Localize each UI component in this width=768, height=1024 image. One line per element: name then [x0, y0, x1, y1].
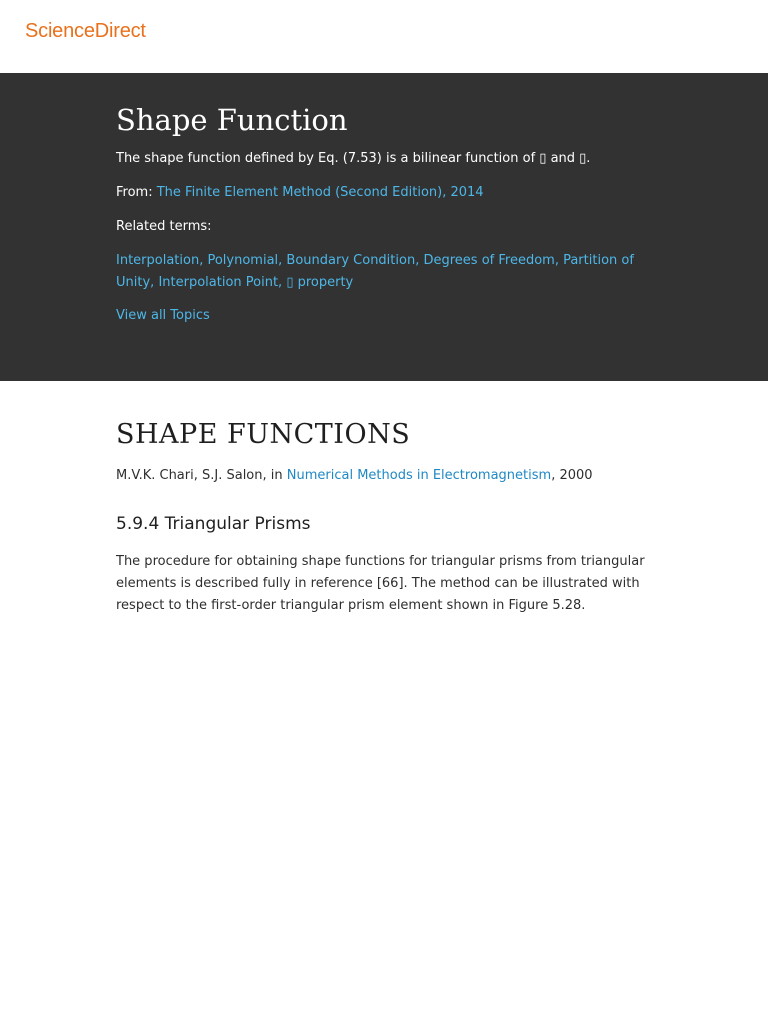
term-separator: ,: [278, 275, 287, 290]
term-separator: ,: [415, 253, 424, 268]
related-term-link[interactable]: Interpolation: [116, 253, 200, 268]
related-term-link[interactable]: ▯ property: [286, 275, 354, 290]
term-separator: ,: [150, 275, 159, 290]
related-term-link[interactable]: Degrees of Freedom: [423, 253, 555, 268]
related-terms-list: [116, 250, 636, 294]
view-all-topics-link[interactable]: View all Topics: [116, 308, 210, 323]
citation-line: [116, 468, 593, 483]
related-terms-label: Related terms:: [116, 219, 212, 234]
term-separator: ,: [199, 253, 208, 268]
related-term-link[interactable]: Partition of Unity: [116, 253, 634, 290]
topic-source: [116, 185, 484, 200]
from-label: From:: [116, 185, 157, 200]
sciencedirect-logo[interactable]: ScienceDirect: [25, 20, 146, 42]
authors-text: M.V.K. Chari, S.J. Salon, in: [116, 468, 287, 483]
section-paragraph: The procedure for obtaining shape functions for triangular prisms from triangular elements is described fully in reference [66]. The method can be illustrated with respect to the first-order triangular prism element shown in Figure 5.28.: [116, 554, 645, 613]
related-term-link[interactable]: Boundary Condition: [286, 253, 416, 268]
section-title: SHAPE FUNCTIONS: [116, 419, 411, 450]
top-bar: [0, 0, 768, 73]
related-term-link[interactable]: Interpolation Point: [158, 275, 279, 290]
related-term-link[interactable]: Polynomial: [207, 253, 279, 268]
source-book-link[interactable]: The Finite Element Method (Second Edition), 2014: [156, 185, 484, 200]
term-separator: ,: [278, 253, 287, 268]
topic-definition: The shape function defined by Eq. (7.53) is a bilinear function of ▯ and ▯.: [116, 151, 591, 166]
section-subheading: 5.9.4 Triangular Prisms: [116, 514, 311, 534]
book-title-link[interactable]: Numerical Methods in Electromagnetism: [286, 468, 552, 483]
page-title: Shape Function: [116, 103, 348, 137]
term-separator: ,: [554, 253, 564, 268]
publication-year: , 2000: [551, 468, 593, 483]
topic-hero: [0, 73, 768, 381]
